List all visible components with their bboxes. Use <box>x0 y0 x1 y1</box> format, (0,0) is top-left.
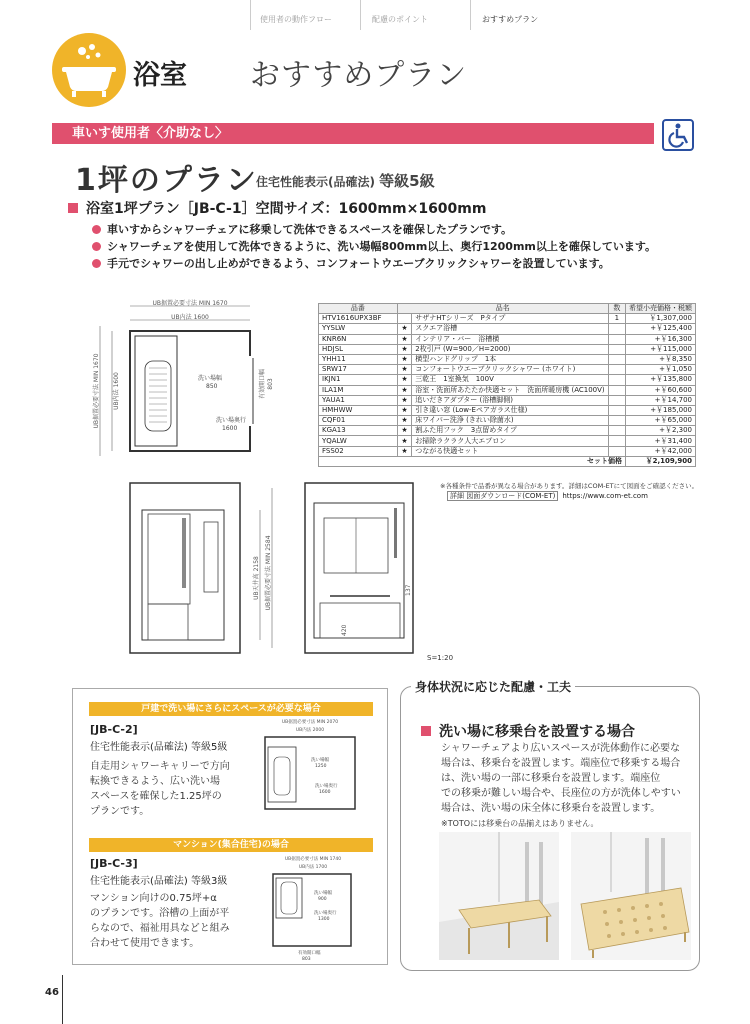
alternate-plans-panel <box>72 688 388 965</box>
quantity <box>608 385 625 395</box>
part-name: サザナHTシリーズ Pタイプ <box>412 314 608 324</box>
text-line: 場合は、移乗台を設置します。端座位で移乗する場合 <box>441 758 681 769</box>
table-row <box>319 385 696 395</box>
star-mark: ★ <box>397 365 411 375</box>
text-line: スペースを確保した1.25坪の <box>90 791 222 802</box>
price: +￥2,300 <box>625 426 695 436</box>
text-line: のプランです。浴槽の上面が平 <box>90 908 230 919</box>
price: +￥16,300 <box>625 334 695 344</box>
bullet-text: 車いすからシャワーチェアに移乗して洗体できるスペースを確保したプランです。 <box>107 223 513 236</box>
wheelchair-icon <box>662 119 694 151</box>
dim-h1: 137 <box>405 584 412 596</box>
quantity <box>608 426 625 436</box>
tab-recommended-plan[interactable]: おすすめプラン <box>482 15 539 24</box>
star-mark: ★ <box>397 416 411 426</box>
part-code: YYSLW <box>319 324 398 334</box>
quantity <box>608 395 625 405</box>
price: +￥31,400 <box>625 436 695 446</box>
part-name: 2枚引戸 (W=900／H=2000) <box>412 344 608 354</box>
dim-label: 洗い場幅 <box>311 758 329 763</box>
table-row <box>319 375 696 385</box>
dim-label: UB据置必要寸法 MIN 1740 <box>284 857 342 862</box>
column-header: 希望小売価格・税額 <box>625 304 695 314</box>
page-number: 46 <box>45 987 59 998</box>
dim-label: 洗い場奥行 <box>314 911 337 916</box>
elevation-drawing-side <box>120 478 300 658</box>
total-label: セット価格 <box>319 456 626 466</box>
grade-prefix: 住宅性能表示(品確法) <box>256 175 375 189</box>
star-mark: ★ <box>397 395 411 405</box>
panel-description <box>441 741 696 831</box>
tab-divider <box>250 0 251 30</box>
part-name: コンフォートウエーブクリックシャワー (ホワイト) <box>412 365 608 375</box>
price: +￥65,000 <box>625 416 695 426</box>
square-bullet-icon <box>68 203 78 213</box>
plan-code: [JB-C-2] <box>90 723 138 736</box>
tab-points[interactable]: 配慮のポイント <box>372 15 428 24</box>
text-line: 転換できるよう、広い洗い場 <box>90 776 220 787</box>
text-line: での移乗が難しい場合や、長座位の方が洗体しやすい <box>441 788 681 799</box>
download-link[interactable]: https://www.com-et.com <box>562 492 648 500</box>
price: +￥14,700 <box>625 395 695 405</box>
dim-label: 洗い場奥行 <box>315 784 338 789</box>
star-mark: ★ <box>397 344 411 354</box>
plan-c2-drawing <box>255 717 373 817</box>
text-line: プランです。 <box>90 806 150 817</box>
price: +￥42,000 <box>625 446 695 456</box>
part-name: 引き違い窓 (Low-Eペアガラス仕様) <box>412 405 608 415</box>
part-code: HTV1616UPX3BF <box>319 314 398 324</box>
wash-width-value: 850 <box>206 383 218 390</box>
quantity <box>608 375 625 385</box>
dim-ub-inner: UB内法 1600 <box>171 314 209 321</box>
bullet-text: シャワーチェアを使用して洗体できるように、洗い場幅800mm以上、奥行1200mm以上を確保しています。 <box>107 240 656 253</box>
table-row <box>319 334 696 344</box>
door-label: 有効開口幅 <box>259 368 266 400</box>
dot-icon <box>92 242 101 251</box>
tab-user-flow[interactable]: 使用者の動作フロー <box>260 15 332 24</box>
plan-bullet <box>92 221 512 237</box>
note-text: ※各種条件で品番が異なる場合があります。詳細はCOM-ETにて図面をご確認ください。 <box>440 482 699 490</box>
part-code: YAUA1 <box>319 395 398 405</box>
door-value: 803 <box>267 378 274 390</box>
price: +￥1,050 <box>625 365 695 375</box>
part-name: インテリア・バー 浴槽横 <box>412 334 608 344</box>
price: ￥1,307,000 <box>625 314 695 324</box>
column-header: 品番 <box>319 304 398 314</box>
plan-bullet <box>92 255 610 271</box>
star-mark: ★ <box>397 446 411 456</box>
plan-description <box>90 891 230 951</box>
wash-depth-label: 洗い場奥行 <box>216 417 247 424</box>
plan-grade: 住宅性能表示(品確法) 等級3級 <box>90 876 228 887</box>
text-line: 合わせて使用できます。 <box>90 938 200 949</box>
quantity <box>608 365 625 375</box>
quantity <box>608 405 625 415</box>
price: +￥135,800 <box>625 375 695 385</box>
part-name: つながる快適セット <box>412 446 608 456</box>
part-name: 床ワイパー洗浄 (きれい除菌水) <box>412 416 608 426</box>
table-header-row <box>319 304 696 314</box>
star-mark: ★ <box>397 334 411 344</box>
dim-label: UB据置必要寸法 MIN 2070 <box>281 720 339 725</box>
star-mark: ★ <box>397 385 411 395</box>
price: +￥8,350 <box>625 354 695 364</box>
dim-label: 900 <box>318 897 327 902</box>
floor-plan-drawing <box>90 296 315 476</box>
user-type-banner: 車いす使用者〈介助なし〉 <box>52 123 654 144</box>
star-mark: ★ <box>397 436 411 446</box>
download-label: 詳細 図面ダウンロード(COM-ET) <box>447 491 558 501</box>
panel-heading <box>421 721 635 741</box>
dim-h2: 420 <box>341 624 348 636</box>
adaptation-panel <box>400 680 700 971</box>
table-row <box>319 314 696 324</box>
price: +￥185,000 <box>625 405 695 415</box>
detached-house-bar: 戸建で洗い場にさらにスペースが必要な場合 <box>89 702 373 716</box>
plan-spec <box>68 198 486 218</box>
download-line <box>447 491 648 501</box>
part-name: お掃除ラクラク人大エプロン <box>412 436 608 446</box>
grade-value: 等級5級 <box>379 172 435 190</box>
wash-width-label: 洗い場幅 <box>198 375 223 382</box>
section-subtitle: おすすめプラン <box>250 58 468 93</box>
dim-ub-min-h: UB据置必要寸法 MIN 2584 <box>265 535 272 611</box>
part-name: 割ふた用フック 3点留めタイプ <box>412 426 608 436</box>
dim-ub-min: UB据置必要寸法 MIN 1670 <box>152 300 228 307</box>
star-mark: ★ <box>397 426 411 436</box>
part-name: 追いだきアダプター (浴槽脚側) <box>412 395 608 405</box>
part-code: YHH11 <box>319 354 398 364</box>
dot-icon <box>92 259 101 268</box>
dim-label: 1300 <box>318 917 330 922</box>
plan-code: [JB-C-3] <box>90 857 138 870</box>
table-row <box>319 365 696 375</box>
text-line: は、洗い場の一部に移乗台を設置します。端座位 <box>441 773 661 784</box>
price: +￥60,600 <box>625 385 695 395</box>
dim-ub-inner-v: UB内法 1600 <box>113 372 120 410</box>
total-value: ￥2,109,900 <box>625 456 695 466</box>
top-tabs <box>250 0 750 30</box>
tab-divider <box>360 0 361 30</box>
page-divider <box>62 975 63 1024</box>
dim-label: 1600 <box>319 790 331 795</box>
text-line: シャワーチェアより広いスペースが洗体動作に必要な <box>441 743 680 754</box>
column-header: 数 <box>608 304 625 314</box>
quantity <box>608 416 625 426</box>
star-mark: ★ <box>397 324 411 334</box>
plan-bullet <box>92 238 656 254</box>
table-row <box>319 405 696 415</box>
text-line: 場合は、洗い場の床全体に移乗台を設置します。 <box>441 803 661 814</box>
part-code: FSS02 <box>319 446 398 456</box>
part-code: KNR6N <box>319 334 398 344</box>
price: +￥125,400 <box>625 324 695 334</box>
quantity <box>608 354 625 364</box>
part-name: 横型ハンドグリップ 1本 <box>412 354 608 364</box>
part-code: HMHWW <box>319 405 398 415</box>
bathtub-icon <box>52 33 126 107</box>
quantity <box>608 436 625 446</box>
quantity <box>608 324 625 334</box>
part-name: 浴室・洗面所あたたか快適セット 洗面所暖房機 (AC100V) <box>412 385 608 395</box>
quantity <box>608 446 625 456</box>
part-name: スクエア浴槽 <box>412 324 608 334</box>
quantity <box>608 334 625 344</box>
table-row <box>319 354 696 364</box>
plan-c3-drawing <box>258 854 373 962</box>
panel-note: ※TOTOには移乗台の品揃えはありません。 <box>441 819 599 828</box>
part-code: CQF01 <box>319 416 398 426</box>
plan-grade: 住宅性能表示(品確法) 等級5級 <box>90 742 228 753</box>
dim-ceiling: UB天井高 2158 <box>253 556 260 600</box>
star-mark <box>397 314 411 324</box>
panel-title: 身体状況に応じた配慮・工夫 <box>411 678 575 695</box>
dim-label: 洗い場幅 <box>314 891 332 896</box>
table-row <box>319 426 696 436</box>
text-line: らなので、福祉用具などと組み <box>90 923 230 934</box>
mansion-bar: マンション(集合住宅)の場合 <box>89 838 373 852</box>
part-code: ILA1M <box>319 385 398 395</box>
tab-divider <box>470 0 471 30</box>
text-line: マンション向けの0.75坪+α <box>90 893 217 904</box>
star-mark: ★ <box>397 354 411 364</box>
transfer-board-full-image <box>571 832 691 960</box>
text-line: 自走用シャワーキャリーで方向 <box>90 761 230 772</box>
dim-label: 有効開口幅 <box>298 951 321 956</box>
price: +￥115,000 <box>625 344 695 354</box>
column-header: 品名 <box>397 304 608 314</box>
dim-label: UB内法 2000 <box>295 728 325 733</box>
part-code: YQALW <box>319 436 398 446</box>
table-row <box>319 436 696 446</box>
plan-grade <box>256 170 435 191</box>
quantity: 1 <box>608 314 625 324</box>
elevation-drawing-front <box>300 478 420 658</box>
part-code: KGA13 <box>319 426 398 436</box>
table-row <box>319 416 696 426</box>
transfer-board-partial-image <box>439 832 559 960</box>
table-row <box>319 395 696 405</box>
part-code: HDJSL <box>319 344 398 354</box>
bullet-text: 手元でシャワーの出し止めができるよう、コンフォートウエーブクリックシャワーを設置しています。 <box>107 257 610 270</box>
plan-description <box>90 759 230 819</box>
table-row <box>319 344 696 354</box>
quantity <box>608 344 625 354</box>
dim-ub-min-v: UB据置必要寸法 MIN 1670 <box>93 353 100 429</box>
scale-label: S=1:20 <box>427 654 454 662</box>
star-mark: ★ <box>397 405 411 415</box>
wash-depth-value: 1600 <box>222 425 238 432</box>
total-row <box>319 456 696 466</box>
dim-label: 1250 <box>315 764 327 769</box>
panel-heading-text: 洗い場に移乗台を設置する場合 <box>439 724 635 740</box>
dot-icon <box>92 225 101 234</box>
part-name: 三乾王 1室換気 100V <box>412 375 608 385</box>
section-title: 浴室 <box>133 60 187 91</box>
parts-table <box>318 303 696 467</box>
star-mark: ★ <box>397 375 411 385</box>
plan-title: 1坪のプラン <box>75 163 258 198</box>
part-code: SRW17 <box>319 365 398 375</box>
table-row <box>319 446 696 456</box>
table-row <box>319 324 696 334</box>
dim-label: 803 <box>302 957 311 962</box>
part-code: IKJN1 <box>319 375 398 385</box>
square-bullet-icon <box>421 726 431 736</box>
dim-label: UB内法 1700 <box>298 865 328 870</box>
plan-spec-text: 浴室1坪プラン［JB-C-1］空間サイズ：1600mm×1600mm <box>86 201 487 217</box>
